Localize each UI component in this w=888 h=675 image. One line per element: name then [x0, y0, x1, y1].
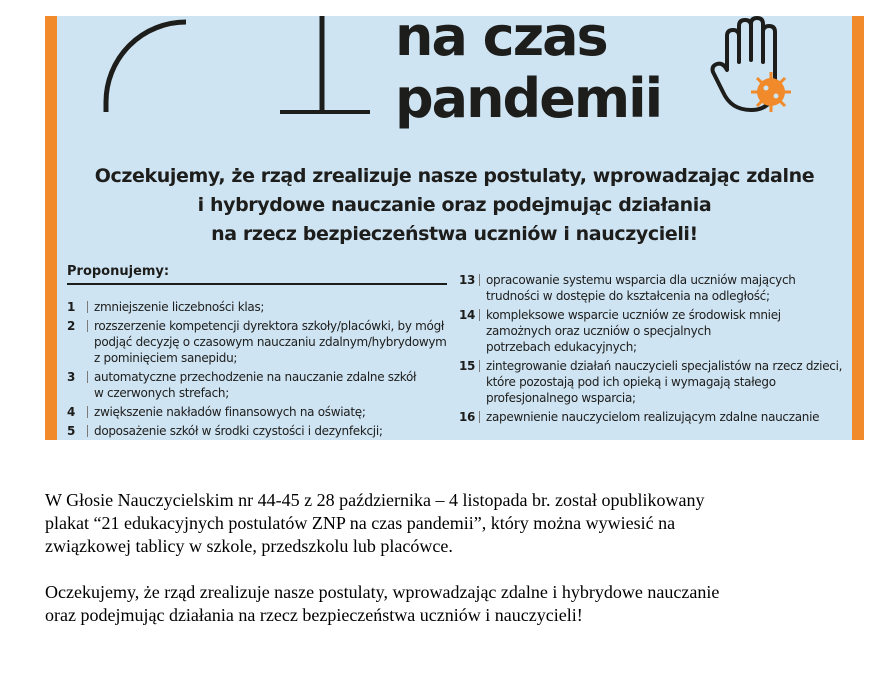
- proposal-number: 14: [459, 308, 476, 322]
- proposal-separator: [87, 425, 88, 437]
- proposal-number: 4: [67, 405, 76, 419]
- proposal-separator: [479, 411, 480, 423]
- hand-stop-icon: [705, 16, 805, 126]
- proposal-separator: [87, 371, 88, 383]
- proposal-number: 2: [67, 319, 76, 333]
- caption-line: plakat “21 edukacyjnych postulatów ZNP na czas pandemii”, który można wywiesić na: [45, 513, 676, 533]
- proposal-item: [459, 358, 854, 406]
- proposal-item: [459, 307, 854, 355]
- proposal-separator: [479, 360, 480, 372]
- decorative-arch-graphic: [100, 16, 400, 120]
- caption-paragraph-2: [45, 581, 719, 627]
- proposal-item: [67, 404, 447, 420]
- proposal-number: 15: [459, 359, 476, 373]
- caption-paragraph-1: [45, 489, 705, 558]
- proposal-number: 16: [459, 410, 476, 424]
- poster-image: [45, 16, 864, 440]
- proposal-text: podjąć decyzję o czasowym nauczaniu zdalnym/hybrydowym: [94, 335, 447, 349]
- proposal-text: zwiększenie nakładów finansowych na oświatę;: [94, 405, 366, 419]
- proposal-separator: [87, 320, 88, 332]
- proposal-separator: [479, 309, 480, 321]
- proposals-heading: Proponujemy:: [67, 264, 170, 279]
- proposal-text: które pozostają pod ich opieką i wymagają stałego: [486, 375, 776, 389]
- proposal-number: 1: [67, 300, 76, 314]
- proposal-number: 5: [67, 424, 76, 438]
- proposal-number: 13: [459, 273, 476, 287]
- proposal-text: w czerwonych strefach;: [94, 386, 229, 400]
- caption-line: związkowej tablicy w szkole, przedszkolu lub placówce.: [45, 536, 453, 556]
- poster-headline-line: Oczekujemy, że rząd zrealizuje nasze postulaty, wprowadzając zdalne: [94, 165, 815, 187]
- proposal-text: zintegrowanie działań nauczycieli specjalistów na rzecz dzieci,: [486, 359, 843, 373]
- proposal-text: opracowanie systemu wsparcia dla uczniów mających: [486, 273, 796, 287]
- poster-headline-line: i hybrydowe nauczanie oraz podejmując działania: [197, 194, 712, 216]
- poster-title-line2: pandemii: [395, 67, 662, 130]
- proposal-item: [459, 409, 854, 425]
- proposal-text: automatyczne przechodzenie na nauczanie zdalne szkół: [94, 370, 417, 384]
- proposal-separator: [479, 274, 480, 286]
- proposals-divider: [67, 283, 447, 285]
- proposals-right-column: [459, 272, 854, 428]
- caption-line: Oczekujemy, że rząd zrealizuje nasze postulaty, wprowadzając zdalne i hybrydowe nauczanie: [45, 582, 720, 602]
- proposal-text: z pominięciem sanepidu;: [94, 351, 238, 365]
- poster-left-stripe: [45, 16, 57, 440]
- proposal-text: trudności w dostępie do kształcenia na odległość;: [486, 289, 770, 303]
- proposal-item: [67, 423, 447, 439]
- proposal-item: [67, 299, 447, 315]
- proposal-item: [459, 272, 854, 304]
- proposal-text: doposażenie szkół w środki czystości i dezynfekcji;: [94, 424, 383, 438]
- proposal-text: zamożnych oraz uczniów o specjalnych: [486, 324, 711, 338]
- poster-headline-line: na rzecz bezpieczeństwa uczniów i nauczycieli!: [211, 223, 698, 245]
- proposal-text: zmniejszenie liczebności klas;: [94, 300, 265, 314]
- proposal-number: 3: [67, 370, 76, 384]
- proposal-text: rozszerzenie kompetencji dyrektora szkoły/placówki, by mógł: [94, 319, 445, 333]
- proposal-item: [67, 318, 447, 366]
- proposal-separator: [87, 301, 88, 313]
- proposal-item: [67, 369, 447, 401]
- proposal-text: zapewnienie nauczycielom realizującym zdalne nauczanie: [486, 410, 820, 424]
- caption-line: oraz podejmując działania na rzecz bezpieczeństwa uczniów i nauczycieli!: [45, 605, 583, 625]
- proposal-separator: [87, 406, 88, 418]
- proposals-left-column: [67, 264, 447, 440]
- proposal-text: potrzebach edukacyjnych;: [486, 340, 637, 354]
- virus-icon: [751, 72, 791, 112]
- poster-title-line1: na czas: [395, 16, 607, 68]
- proposal-text: profesjonalnego wsparcia;: [486, 391, 636, 405]
- caption-line: W Głosie Nauczycielskim nr 44-45 z 28 października – 4 listopada br. został opublikowany: [45, 490, 705, 510]
- proposal-text: kompleksowe wsparcie uczniów ze środowisk mniej: [486, 308, 781, 322]
- poster-headline: [75, 162, 834, 249]
